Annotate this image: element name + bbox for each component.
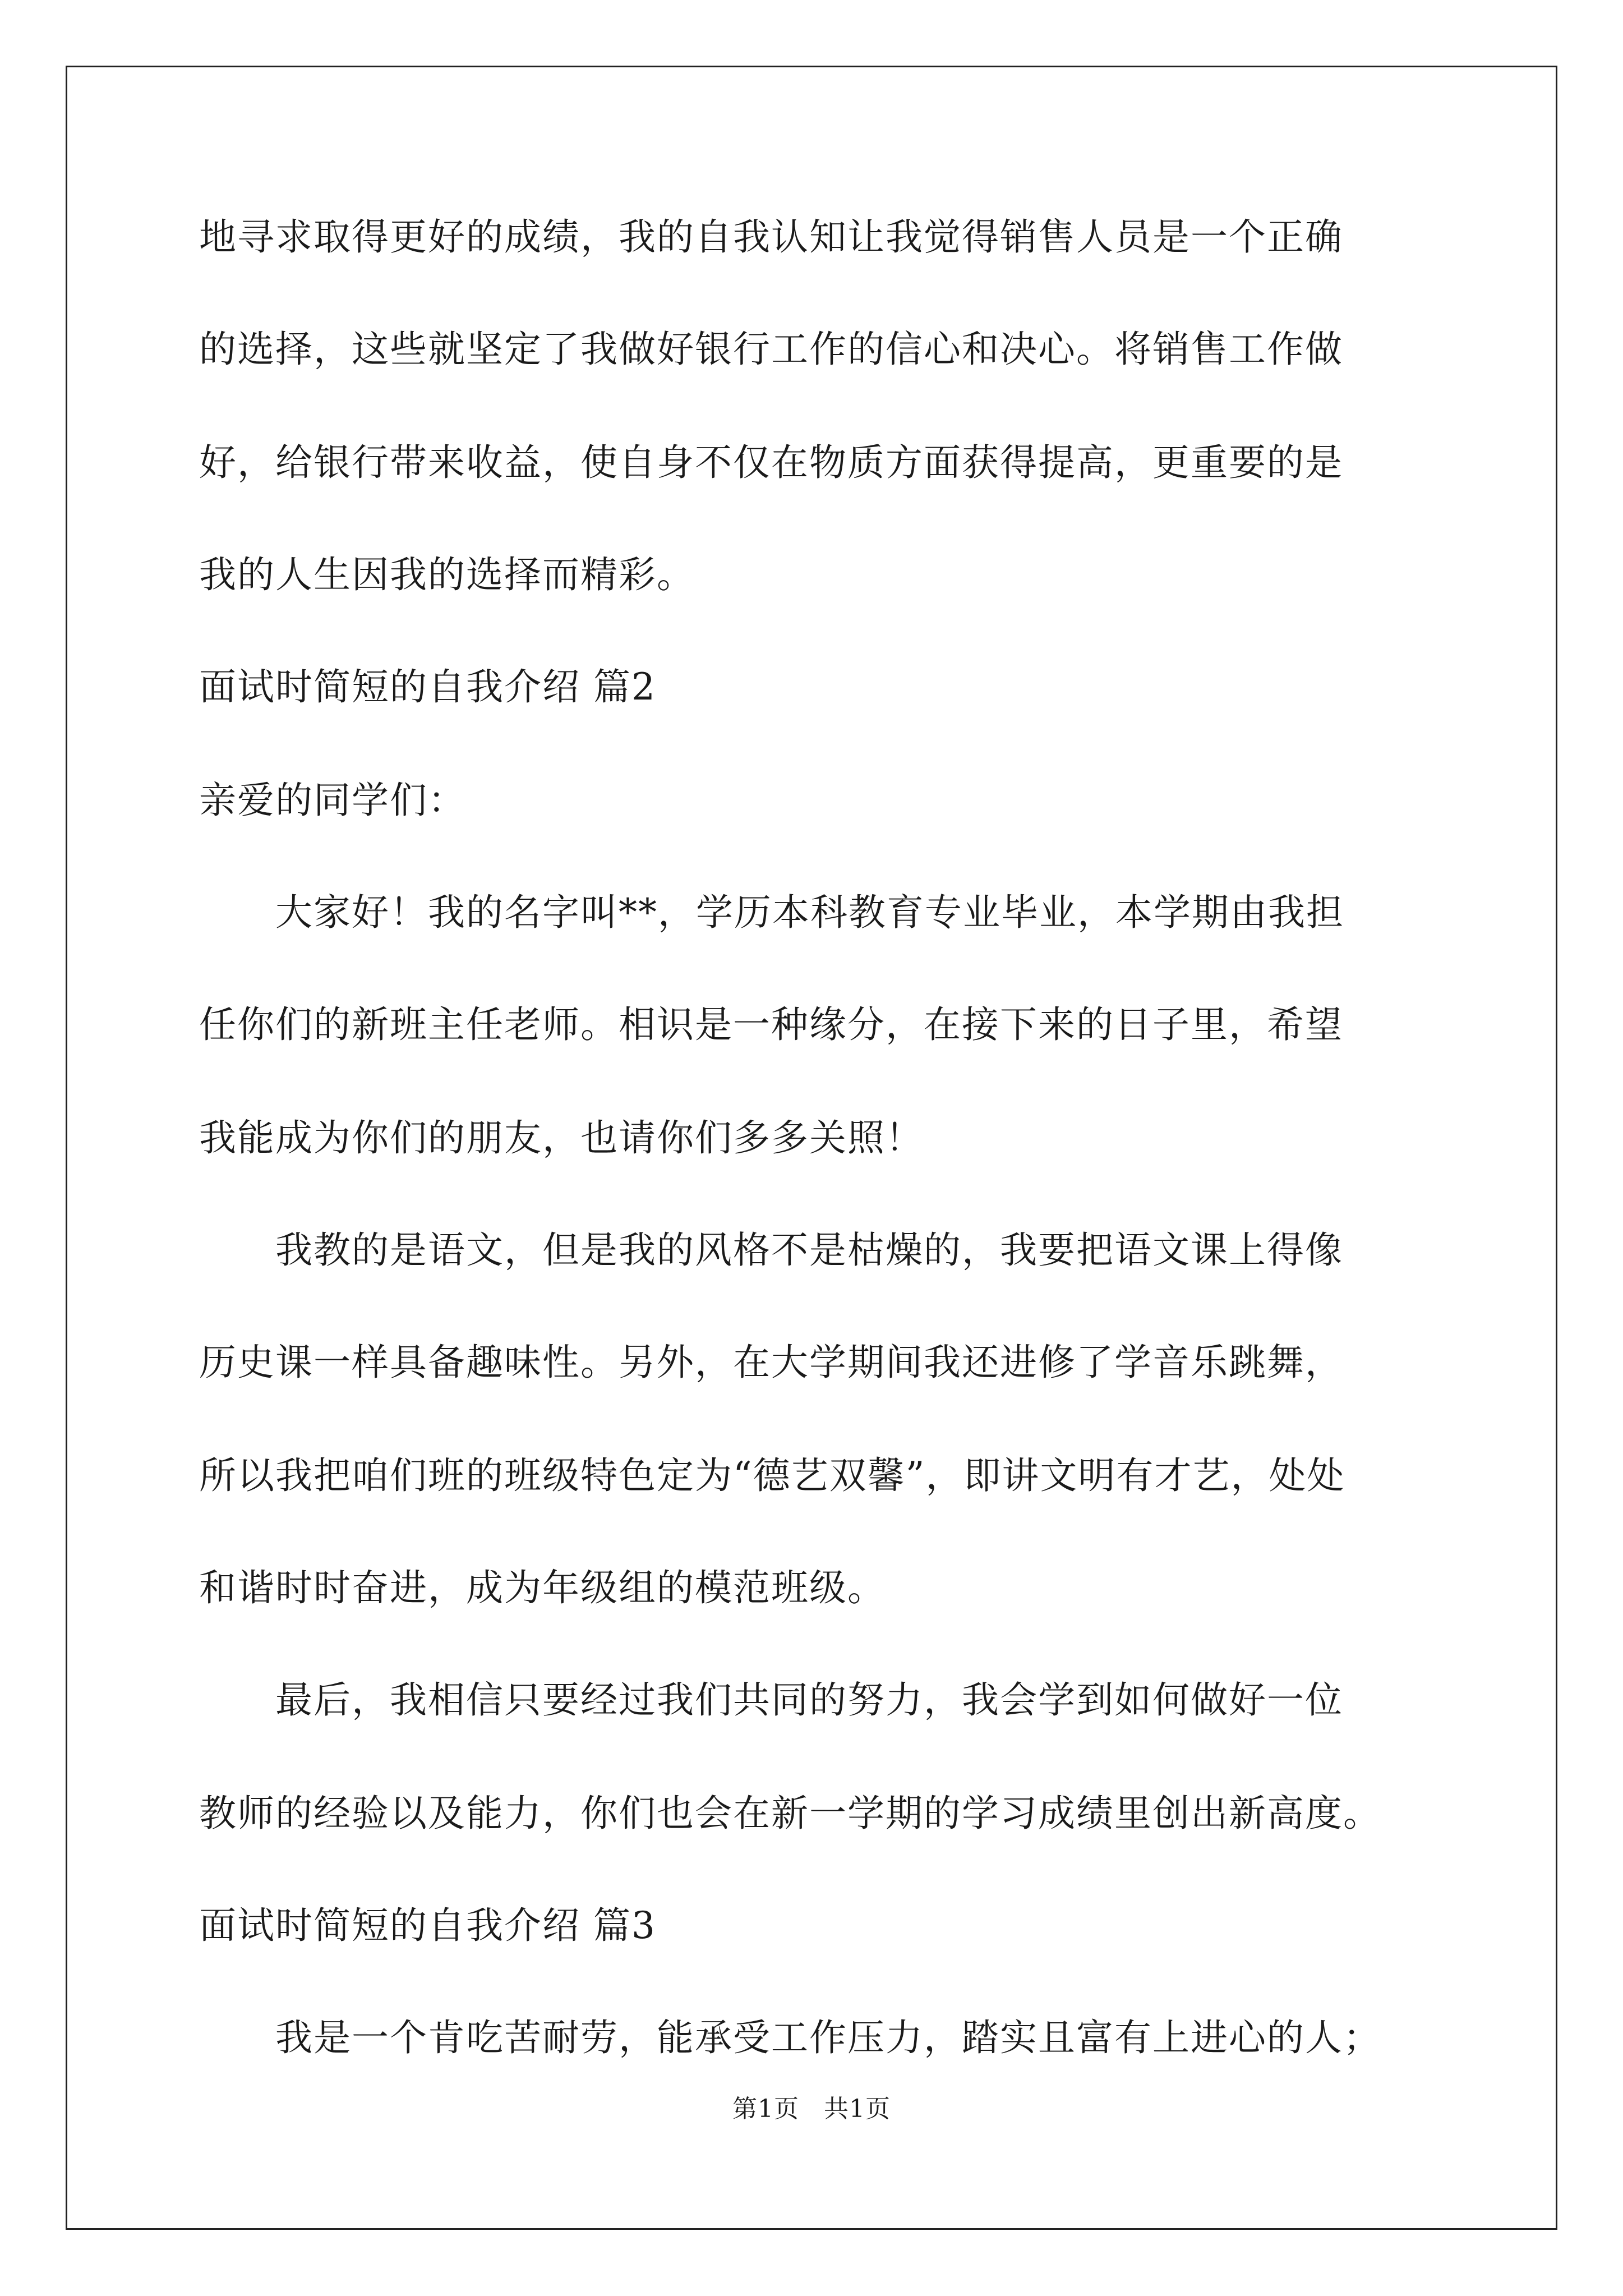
salutation: 亲爱的同学们： [199, 779, 466, 822]
page-number: 第1页 [732, 2095, 799, 2123]
text-line: 好，给银行带来收益，使自身不仅在物质方面获得提高，更重要的是 [199, 441, 1343, 484]
text-line: 我能成为你们的朋友，也请你们多多关照！ [199, 1116, 924, 1159]
text-line: 地寻求取得更好的成绩，我的自我认知让我觉得销售人员是一个正确 [199, 215, 1343, 259]
page-total: 共1页 [824, 2095, 891, 2123]
text-line: 历史课一样具备趣味性。另外，在大学期间我还进修了学音乐跳舞， [199, 1341, 1343, 1384]
text-line: 所以我把咱们班的班级特色定为“德艺双馨”，即讲文明有才艺，处处 [199, 1454, 1345, 1497]
text-line: 我是一个肯吃苦耐劳，能承受工作压力，踏实且富有上进心的人； [199, 2016, 1381, 2059]
section-heading: 面试时简短的自我介绍 篇3 [199, 1904, 656, 1947]
document-body [199, 215, 1433, 2059]
text-line: 教师的经验以及能力，你们也会在新一学期的学习成绩里创出新高度。 [199, 1792, 1381, 1835]
text-line: 的选择，这些就坚定了我做好银行工作的信心和决心。将销售工作做 [199, 328, 1343, 371]
text-line: 大家好！我的名字叫**，学历本科教育专业毕业，本学期由我担 [199, 891, 1344, 934]
text-line: 我的人生因我的选择而精彩。 [199, 553, 695, 596]
text-line: 最后，我相信只要经过我们共同的努力，我会学到如何做好一位 [199, 1678, 1343, 1722]
page-footer [0, 2095, 1623, 2123]
section-heading: 面试时简短的自我介绍 篇2 [199, 665, 656, 708]
text-line: 任你们的新班主任老师。相识是一种缘分，在接下来的日子里，希望 [199, 1003, 1343, 1046]
text-line: 我教的是语文，但是我的风格不是枯燥的，我要把语文课上得像 [199, 1228, 1343, 1272]
text-line: 和谐时时奋进，成为年级组的模范班级。 [199, 1566, 886, 1609]
